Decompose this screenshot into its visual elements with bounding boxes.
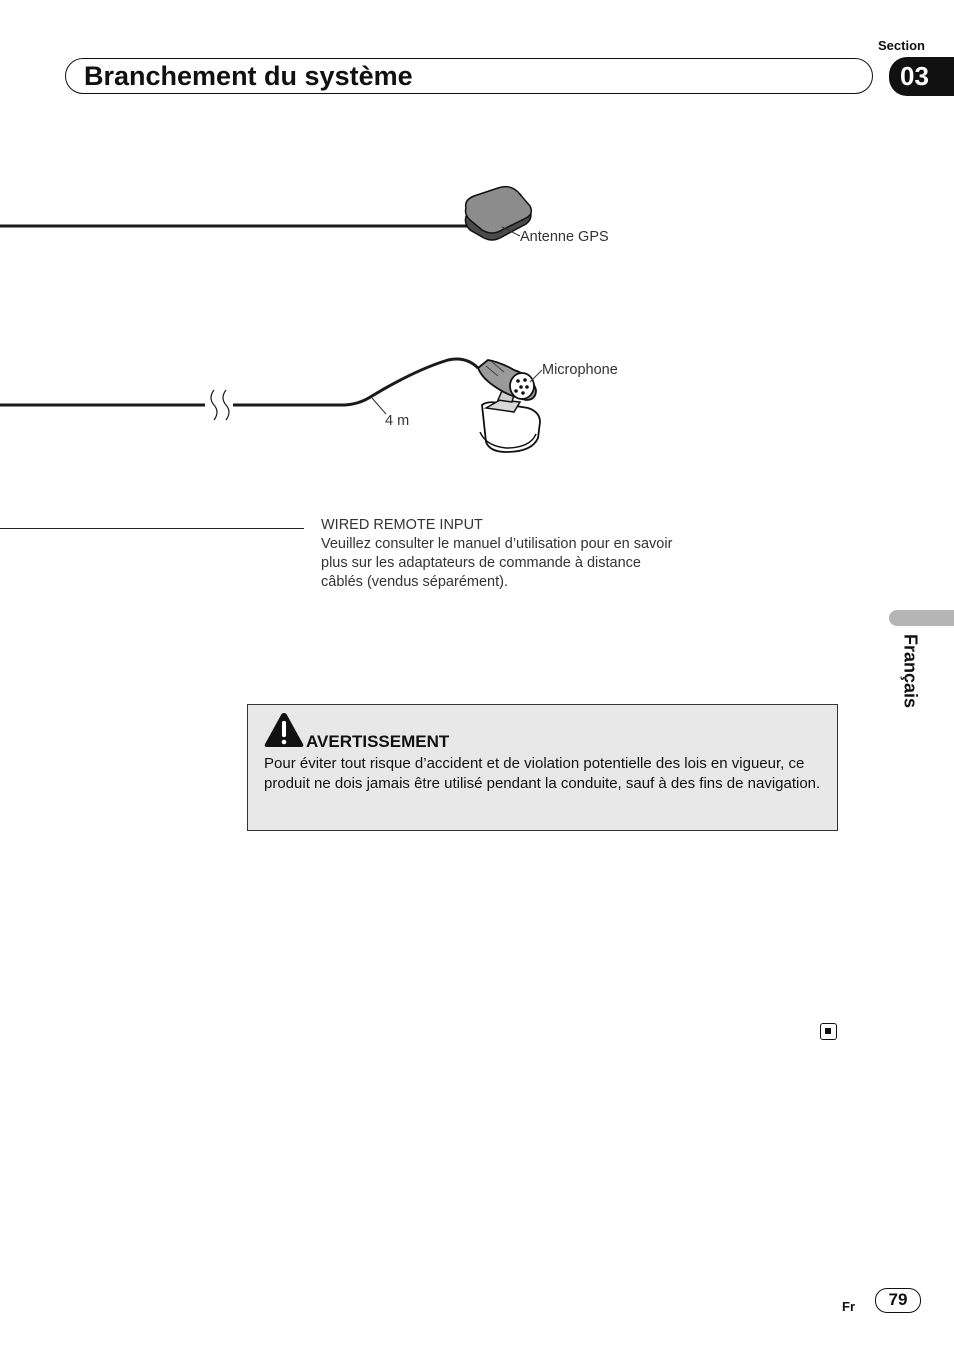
language-tab [889,610,954,626]
warning-triangle-icon [263,711,305,749]
warning-heading: AVERTISSEMENT [306,732,450,751]
section-number-badge: 03 [889,57,954,96]
wired-remote-block [321,516,681,592]
language-tab-label-wrapper [880,634,940,724]
microphone-leader [530,370,542,382]
cable-length-label: 4 m [385,413,410,429]
footer-language-code: Fr [842,1299,855,1314]
microphone-icon [478,360,540,452]
microphone-cable [0,359,478,405]
microphone-label: Microphone [542,362,618,378]
page-title: Branchement du système [84,61,413,91]
section-label: Section [878,38,925,53]
remote-cable [0,528,304,529]
warning-text: Pour éviter tout risque d’accident et de violation potentielle des lois en vigueur, ce produit ne dois jamais être utilisé pendant la conduite, sauf à des fins de navigation. [264,755,821,792]
page-number: 79 [875,1288,921,1313]
gps-antenna-label: Antenne GPS [520,229,609,245]
wired-remote-description: Veuillez consulter le manuel d’utilisation pour en savoir plus sur les adaptateurs de commande à distance câblés (vendus séparément). [321,536,673,590]
end-of-section-icon [820,1023,837,1040]
cable-break-icon [211,390,217,420]
wired-remote-title: WIRED REMOTE INPUT [321,517,483,533]
language-tab-label: Français [900,634,921,709]
connection-diagram [0,150,700,490]
length-leader [372,398,386,414]
